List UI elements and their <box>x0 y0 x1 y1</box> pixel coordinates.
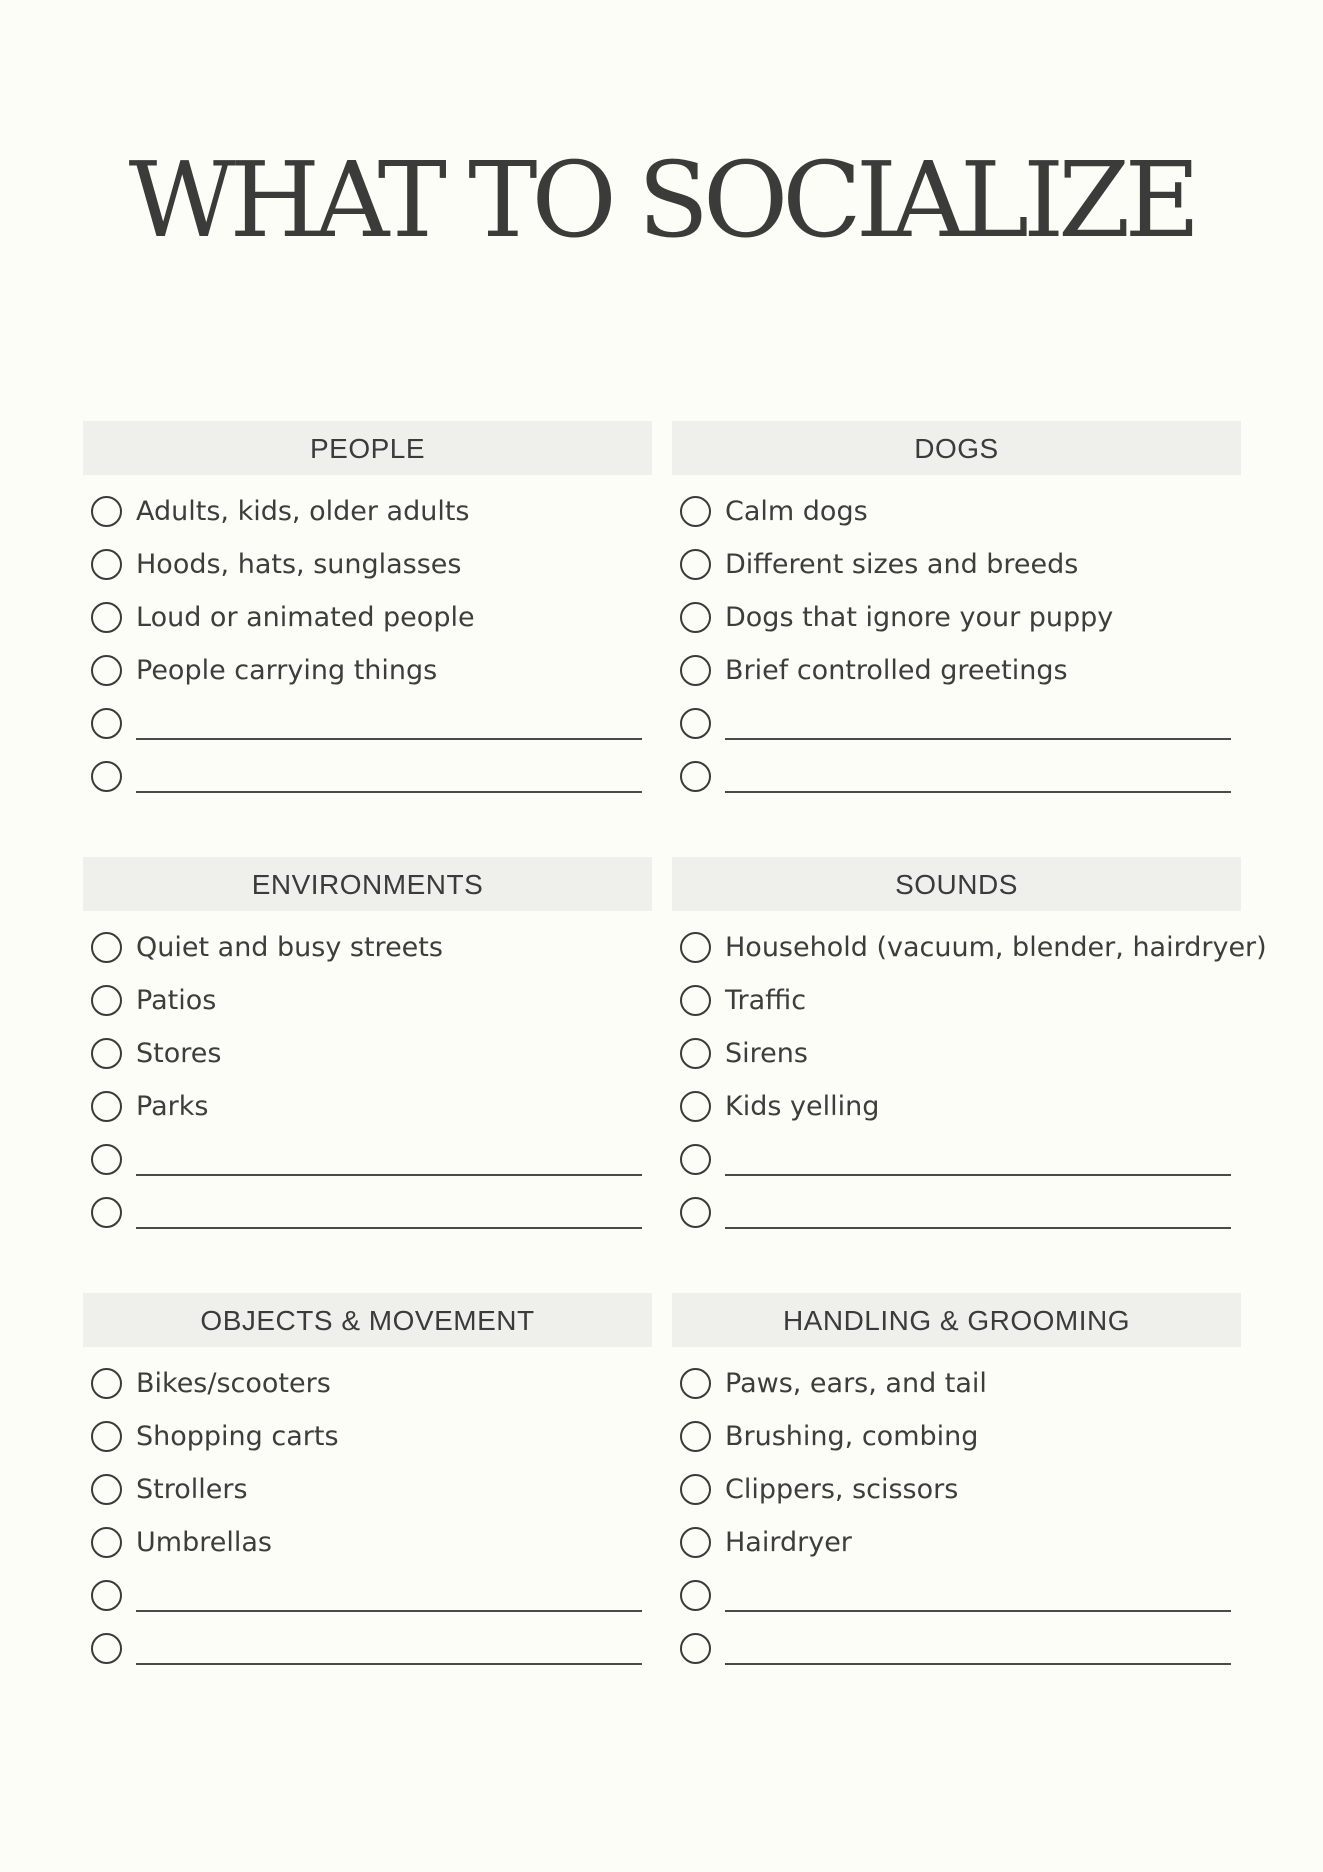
checkbox-circle-icon[interactable] <box>91 932 122 963</box>
item-label: Stores <box>136 1038 222 1069</box>
checkbox-circle-icon[interactable] <box>680 496 711 527</box>
item-label: Hoods, hats, sunglasses <box>136 549 462 580</box>
blank-item <box>672 1569 1241 1622</box>
checkbox-circle-icon[interactable] <box>91 1421 122 1452</box>
section-header: SOUNDS <box>672 857 1241 911</box>
checklist <box>83 921 652 1239</box>
item-label: People carrying things <box>136 655 438 686</box>
section-environments <box>83 857 652 1239</box>
checklist <box>672 921 1267 1239</box>
write-in-line[interactable] <box>136 1610 642 1612</box>
item-label: Brief controlled greetings <box>725 655 1068 686</box>
list-item <box>83 644 652 697</box>
section-header: PEOPLE <box>83 421 652 475</box>
item-label: Traffic <box>725 985 807 1016</box>
write-in-line[interactable] <box>725 1174 1231 1176</box>
item-label: Calm dogs <box>725 496 868 527</box>
checkbox-circle-icon[interactable] <box>91 985 122 1016</box>
checkbox-circle-icon[interactable] <box>680 985 711 1016</box>
write-in-line[interactable] <box>136 1174 642 1176</box>
blank-item <box>672 1186 1241 1239</box>
checkbox-circle-icon[interactable] <box>91 1368 122 1399</box>
write-in-line[interactable] <box>725 738 1231 740</box>
item-label: Different sizes and breeds <box>725 549 1079 580</box>
item-label: Paws, ears, and tail <box>725 1368 987 1399</box>
checkbox-circle-icon[interactable] <box>680 602 711 633</box>
checkbox-circle-icon[interactable] <box>680 549 711 580</box>
item-label: Strollers <box>136 1474 248 1505</box>
blank-item <box>672 697 1241 750</box>
write-in-line[interactable] <box>136 791 642 793</box>
checkbox-circle-icon[interactable] <box>91 549 122 580</box>
item-label: Hairdryer <box>725 1527 852 1558</box>
section-handling-grooming <box>672 1293 1241 1675</box>
checkbox-circle-icon[interactable] <box>680 1527 711 1558</box>
checkbox-circle-icon[interactable] <box>680 1474 711 1505</box>
item-label: Shopping carts <box>136 1421 339 1452</box>
item-label: Parks <box>136 1091 209 1122</box>
item-label: Bikes/scooters <box>136 1368 331 1399</box>
list-item <box>83 1410 652 1463</box>
checklist <box>83 1357 652 1675</box>
checkbox-circle-icon[interactable] <box>91 655 122 686</box>
list-item <box>83 1027 652 1080</box>
item-label: Quiet and busy streets <box>136 932 443 963</box>
blank-item <box>83 1133 652 1186</box>
checkbox-circle-icon[interactable] <box>680 932 711 963</box>
checkbox-circle-icon[interactable] <box>680 1091 711 1122</box>
write-in-line[interactable] <box>136 1663 642 1665</box>
checklist <box>672 485 1241 803</box>
item-label: Clippers, scissors <box>725 1474 959 1505</box>
list-item <box>672 1080 1241 1133</box>
list-item <box>83 485 652 538</box>
checkbox-circle-icon[interactable] <box>91 1091 122 1122</box>
blank-item <box>83 1186 652 1239</box>
section-dogs <box>672 421 1241 803</box>
checkbox-circle-icon[interactable] <box>680 1368 711 1399</box>
item-label: Patios <box>136 985 217 1016</box>
checkbox-circle-icon[interactable] <box>680 1421 711 1452</box>
list-item <box>672 921 1267 974</box>
list-item <box>672 1357 1241 1410</box>
section-header: HANDLING & GROOMING <box>672 1293 1241 1347</box>
write-in-line[interactable] <box>725 791 1231 793</box>
blank-item <box>83 697 652 750</box>
list-item <box>83 591 652 644</box>
item-label: Brushing, combing <box>725 1421 979 1452</box>
checkbox-circle-icon[interactable] <box>680 1580 711 1611</box>
write-in-line[interactable] <box>725 1610 1231 1612</box>
item-label: Kids yelling <box>725 1091 880 1122</box>
blank-item <box>83 1622 652 1675</box>
checkbox-circle-icon[interactable] <box>680 1197 711 1228</box>
list-item <box>672 1463 1241 1516</box>
list-item <box>672 538 1241 591</box>
blank-item <box>672 750 1241 803</box>
section-people <box>83 421 652 803</box>
list-item <box>83 1080 652 1133</box>
write-in-line[interactable] <box>725 1227 1231 1229</box>
list-item <box>83 1463 652 1516</box>
write-in-line[interactable] <box>136 1227 642 1229</box>
checkbox-circle-icon[interactable] <box>91 1527 122 1558</box>
item-label: Sirens <box>725 1038 808 1069</box>
section-header: DOGS <box>672 421 1241 475</box>
checkbox-circle-icon[interactable] <box>91 602 122 633</box>
list-item <box>672 485 1241 538</box>
checkbox-circle-icon[interactable] <box>91 1474 122 1505</box>
write-in-line[interactable] <box>725 1663 1231 1665</box>
blank-item <box>672 1622 1241 1675</box>
checkbox-circle-icon[interactable] <box>91 1144 122 1175</box>
section-sounds <box>672 857 1267 1239</box>
checkbox-circle-icon[interactable] <box>680 1633 711 1664</box>
checkbox-circle-icon[interactable] <box>91 708 122 739</box>
section-header: ENVIRONMENTS <box>83 857 652 911</box>
list-item <box>83 974 652 1027</box>
checkbox-circle-icon[interactable] <box>91 496 122 527</box>
list-item <box>83 921 652 974</box>
item-label: Household (vacuum, blender, hairdryer) <box>725 932 1267 963</box>
checkbox-circle-icon[interactable] <box>680 708 711 739</box>
item-label: Dogs that ignore your puppy <box>725 602 1114 633</box>
checkbox-circle-icon[interactable] <box>91 1197 122 1228</box>
section-header: OBJECTS & MOVEMENT <box>83 1293 652 1347</box>
item-label: Umbrellas <box>136 1527 272 1558</box>
list-item <box>83 538 652 591</box>
list-item <box>83 1357 652 1410</box>
item-label: Loud or animated people <box>136 602 475 633</box>
blank-item <box>83 750 652 803</box>
section-objects-movement <box>83 1293 652 1675</box>
checklist <box>83 485 652 803</box>
list-item <box>672 1027 1241 1080</box>
list-item <box>672 1410 1241 1463</box>
checkbox-circle-icon[interactable] <box>91 1633 122 1664</box>
checkbox-circle-icon[interactable] <box>91 761 122 792</box>
blank-item <box>672 1133 1241 1186</box>
list-item <box>672 644 1241 697</box>
page-title: WHAT TO SOCIALIZE <box>128 139 1195 261</box>
checklist <box>672 1357 1241 1675</box>
checkbox-circle-icon[interactable] <box>680 1038 711 1069</box>
item-label: Adults, kids, older adults <box>136 496 470 527</box>
list-item <box>672 974 1241 1027</box>
checkbox-circle-icon[interactable] <box>91 1038 122 1069</box>
checkbox-circle-icon[interactable] <box>680 761 711 792</box>
list-item <box>83 1516 652 1569</box>
checkbox-circle-icon[interactable] <box>680 655 711 686</box>
checkbox-circle-icon[interactable] <box>680 1144 711 1175</box>
list-item <box>672 1516 1241 1569</box>
write-in-line[interactable] <box>136 738 642 740</box>
checkbox-circle-icon[interactable] <box>91 1580 122 1611</box>
blank-item <box>83 1569 652 1622</box>
list-item <box>672 591 1241 644</box>
